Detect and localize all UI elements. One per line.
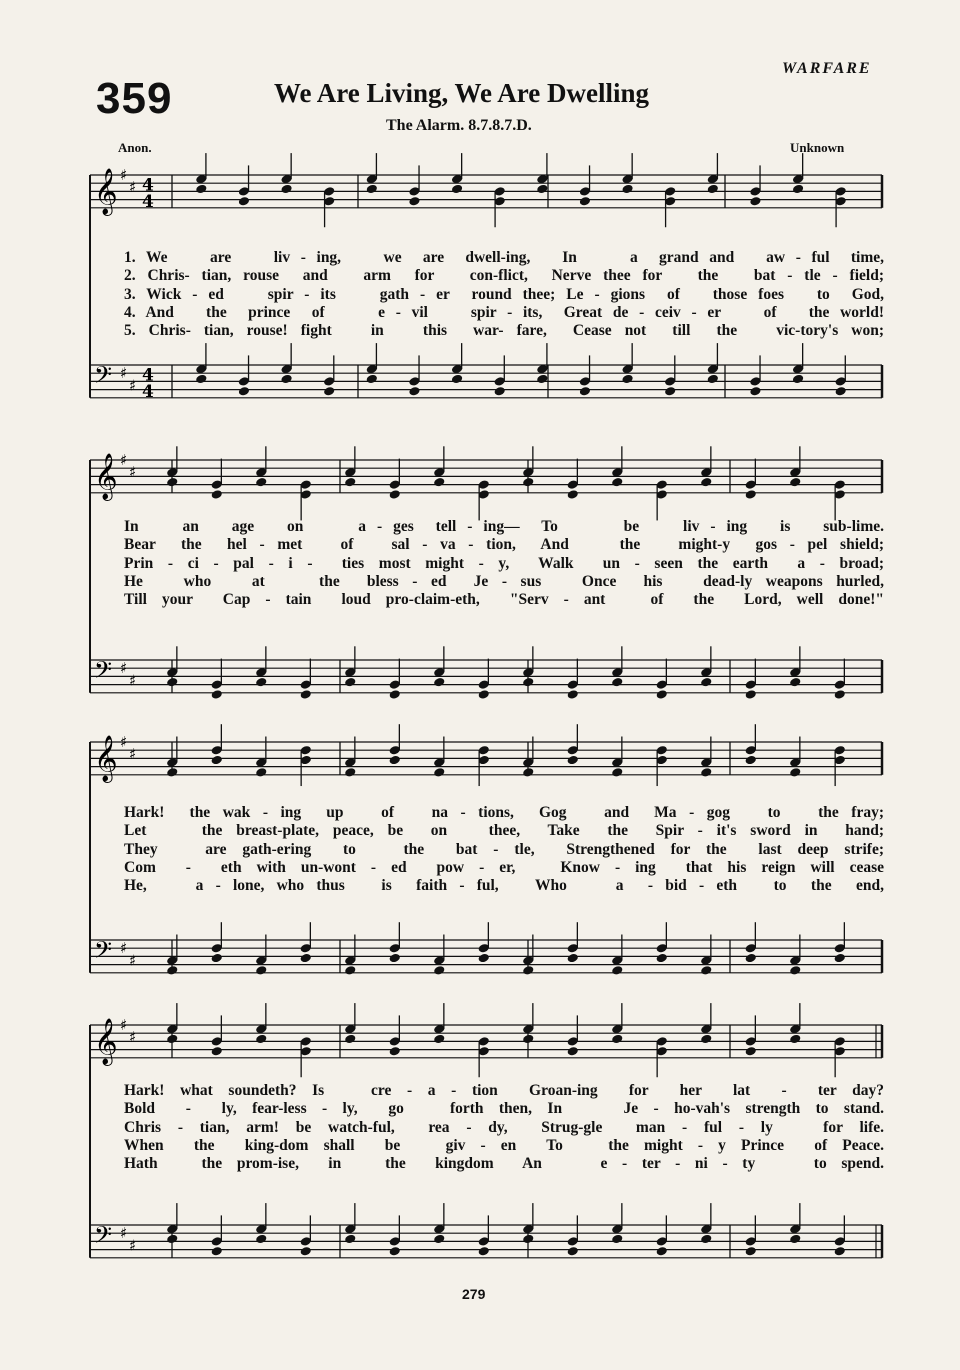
note-head xyxy=(211,1246,223,1257)
sharp-icon: ♯ xyxy=(120,364,128,383)
lyric-line: When the king-dom shall be giv - en To the might - y Prince of Peace. xyxy=(124,1136,884,1154)
note-head xyxy=(166,1234,178,1245)
treble-clef-icon: 𝄞 xyxy=(94,453,118,500)
note-head xyxy=(700,1234,712,1245)
note-head xyxy=(344,1034,356,1045)
section-label: WARFARE xyxy=(782,60,872,77)
sharp-icon: ♯ xyxy=(129,671,137,690)
time-signature-top: 4 xyxy=(142,365,154,386)
note-head xyxy=(567,1246,579,1257)
tune-meter: The Alarm. 8.7.8.7.D. xyxy=(386,117,532,134)
sharp-icon: ♯ xyxy=(120,732,128,751)
lyric-line: 1. We are liv - ing, we are dwell-ing, In a grand and aw - ful time, xyxy=(124,249,884,266)
note-head xyxy=(522,1234,534,1245)
sharp-icon: ♯ xyxy=(120,659,128,678)
note-head xyxy=(211,1046,223,1057)
lyric-line: 3. Wick - ed spir - its gath - er round thee; Le - gions of those foes to God, xyxy=(124,285,884,303)
lyric-line: 5. Chris- tian, rouse! fight in this war- fare, Cease not till the vic-tory's won; xyxy=(124,322,884,340)
time-signature-top: 4 xyxy=(142,175,154,196)
sharp-icon: ♯ xyxy=(129,463,137,482)
note-head xyxy=(700,1034,712,1045)
lyric-line: Till your Cap - tain loud pro-claim-eth, "Serv - ant of the Lord, well done!" xyxy=(124,591,884,609)
lyric-line: Com - eth with un-wont - ed pow - er, Know - ing that his reign will cease xyxy=(124,858,884,876)
bass-clef-icon: 𝄢 xyxy=(94,361,113,395)
sharp-icon: ♯ xyxy=(129,1028,137,1047)
lyric-line: Hath the prom-ise, in the kingdom An e - ter - ni - ty to spend. xyxy=(124,1155,884,1173)
time-signature-bottom: 4 xyxy=(142,381,154,402)
sharp-icon: ♯ xyxy=(120,1015,128,1034)
note-head xyxy=(656,1246,668,1257)
lyric-line: Hark! the wak - ing up of na - tions, Gog and Ma - gog to the fray; xyxy=(124,804,884,821)
lyric-line: 4. And the prince of e - vil spir - its, Great de - ceiv - er of the world! xyxy=(124,303,884,321)
note-head xyxy=(433,1034,445,1045)
sharp-icon: ♯ xyxy=(129,745,137,764)
lyric-line: He who at the bless - ed Je - sus Once his dead-ly weapons hurled, xyxy=(124,572,884,590)
bass-clef-icon: 𝄢 xyxy=(94,656,113,690)
lyric-line: Bear the hel - met of sal - va - tion, And the might-y gos - pel shield; xyxy=(124,536,884,554)
lyrics-block-4 xyxy=(124,1082,884,1173)
bass-clef-icon: 𝄢 xyxy=(94,1221,113,1255)
note-head xyxy=(389,1246,401,1257)
note-head xyxy=(433,1234,445,1245)
note-head xyxy=(834,1246,846,1257)
lyric-line: Chris - tian, arm! be watch-ful, rea - dy, Strug-gle man - ful - ly for life. xyxy=(124,1118,884,1136)
note-head xyxy=(611,1234,623,1245)
note-head xyxy=(344,1234,356,1245)
sharp-icon: ♯ xyxy=(120,939,128,958)
note-head xyxy=(789,1034,801,1045)
note-head xyxy=(389,1046,401,1057)
note-head xyxy=(567,1046,579,1057)
note-head xyxy=(745,1246,757,1257)
author-credit: Anon. xyxy=(118,140,152,155)
sharp-icon: ♯ xyxy=(129,376,137,395)
sharp-icon: ♯ xyxy=(120,165,128,184)
note-head xyxy=(789,1234,801,1245)
lyric-line: They are gath-ering to the bat - tle, Strengthened for the last deep strife; xyxy=(124,840,884,858)
sharp-icon: ♯ xyxy=(120,1224,128,1243)
note-head xyxy=(478,1246,490,1257)
sharp-icon: ♯ xyxy=(129,178,137,197)
note-head xyxy=(522,1034,534,1045)
lyric-line: Prin - ci - pal - i - ties most might - y, Walk un - seen the earth a - broad; xyxy=(124,554,884,572)
note-head xyxy=(166,1034,178,1045)
note-head xyxy=(745,1046,757,1057)
lyric-line: Bold - ly, fear-less - ly, go forth then, In Je - ho-vah's strength to stand. xyxy=(124,1100,884,1118)
lyric-line: 2. Chris- tian, rouse and arm for con-flict, Nerve thee for the bat - tle - field; xyxy=(124,267,884,285)
composer-credit: Unknown xyxy=(790,140,845,155)
lyric-line: Hark! what soundeth? Is cre - a - tion Groan-ing for her lat - ter day? xyxy=(124,1082,884,1099)
sharp-icon: ♯ xyxy=(120,450,128,469)
sharp-icon: ♯ xyxy=(129,1236,137,1255)
note-head xyxy=(611,1034,623,1045)
bass-clef-icon: 𝄢 xyxy=(94,936,113,970)
hymn-number: 359 xyxy=(96,74,173,123)
note-head xyxy=(300,1246,312,1257)
lyric-line: Let the breast-plate, peace, be on thee, Take the Spir - it's sword in hand; xyxy=(124,822,884,840)
note-head xyxy=(255,1234,267,1245)
lyric-line: He, a - lone, who thus is faith - ful, Who a - bid - eth to the end, xyxy=(124,877,884,895)
page-number: 279 xyxy=(462,1286,486,1302)
sharp-icon: ♯ xyxy=(129,951,137,970)
treble-clef-icon: 𝄞 xyxy=(94,168,118,215)
treble-clef-icon: 𝄞 xyxy=(94,735,118,782)
time-signature-bottom: 4 xyxy=(142,191,154,212)
hymn-title: We Are Living, We Are Dwelling xyxy=(274,78,650,108)
note-head xyxy=(255,1034,267,1045)
treble-clef-icon: 𝄞 xyxy=(94,1018,118,1065)
lyric-line: In an age on a - ges tell - ing— To be liv - ing is sub-lime. xyxy=(124,518,884,535)
